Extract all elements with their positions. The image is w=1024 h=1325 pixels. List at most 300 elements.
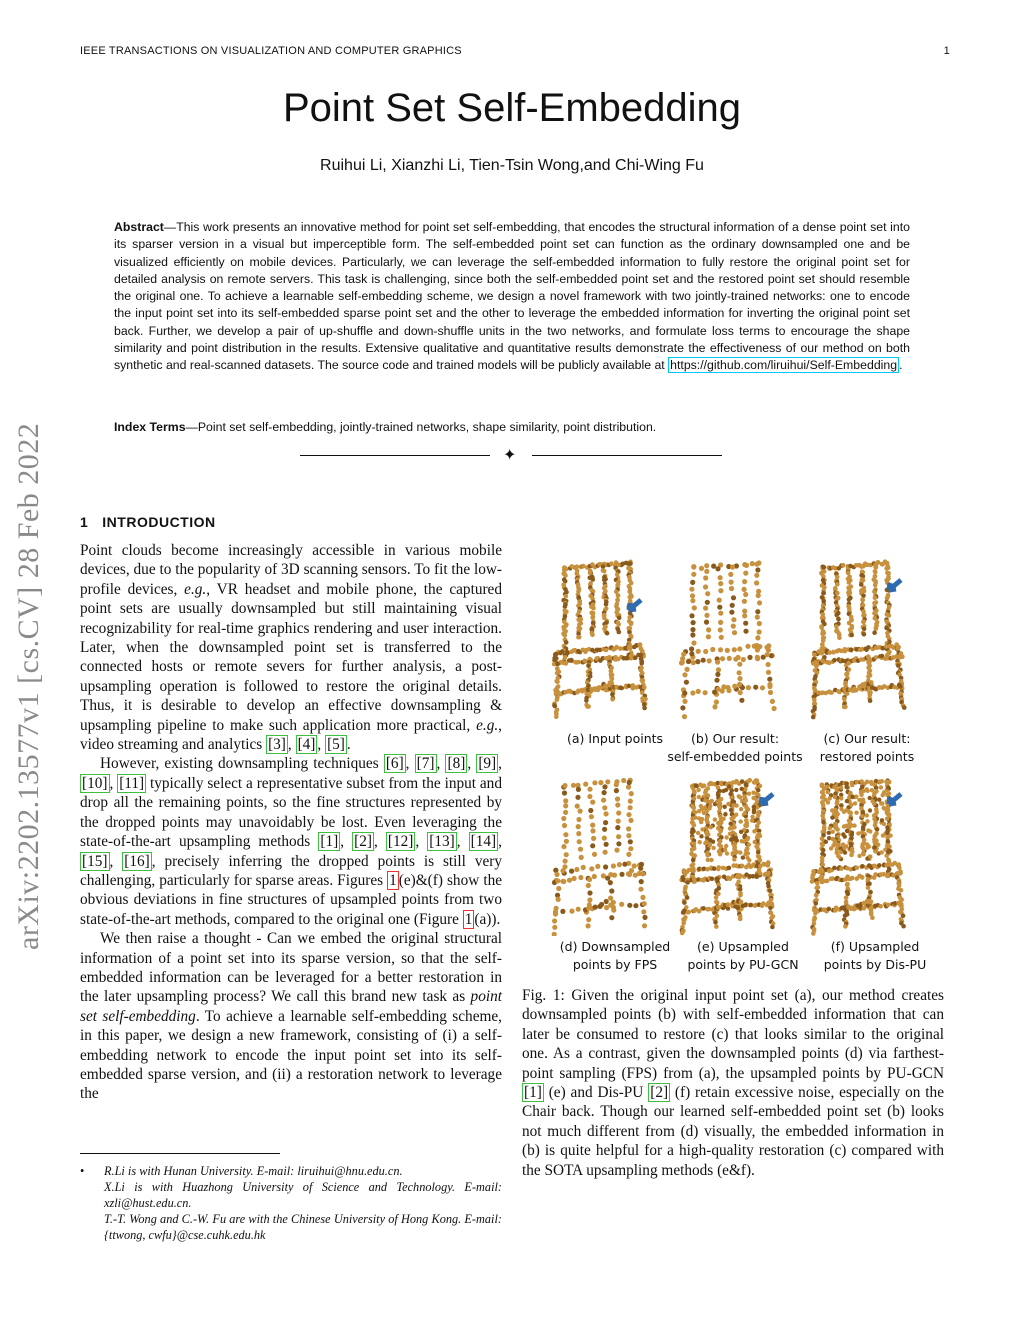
point: [590, 828, 595, 833]
point: [589, 866, 594, 871]
paragraph-1: [80, 541, 502, 754]
figure-reference-link[interactable]: 1: [464, 910, 473, 928]
noise-point: [740, 839, 744, 843]
noise-point: [845, 799, 849, 803]
point: [731, 624, 736, 629]
point: [720, 656, 725, 661]
point: [561, 844, 566, 849]
point: [715, 660, 720, 665]
text-run: (a)).: [474, 910, 501, 928]
noise-point: [737, 794, 741, 798]
footnote-text: [104, 1163, 502, 1243]
noise-point: [729, 822, 733, 826]
point: [586, 923, 591, 928]
point: [563, 832, 568, 837]
footnote-bullet: •: [80, 1164, 85, 1178]
point: [732, 684, 737, 689]
noise-point: [827, 836, 831, 840]
paper-title: Point Set Self-Embedding: [282, 86, 742, 130]
point: [629, 622, 634, 627]
noise-point: [881, 833, 885, 837]
noise-point: [830, 815, 834, 819]
caption-b: [665, 730, 805, 766]
point: [742, 599, 747, 604]
point: [821, 591, 826, 596]
point: [862, 627, 867, 632]
point: [725, 648, 730, 653]
point: [586, 917, 591, 922]
point: [628, 805, 633, 810]
noise-point: [744, 798, 748, 802]
point: [576, 824, 581, 829]
point: [642, 923, 647, 928]
citation-link[interactable]: [6]: [385, 755, 404, 773]
citation-link[interactable]: [15]: [82, 852, 108, 870]
point: [702, 783, 707, 788]
text-run: ,: [287, 736, 296, 754]
point: [614, 782, 619, 787]
noise-point: [700, 807, 704, 811]
point: [729, 580, 734, 585]
point: [873, 595, 878, 600]
point: [689, 613, 694, 618]
point: [690, 632, 695, 637]
point: [608, 880, 613, 885]
point: [821, 638, 826, 643]
point: [587, 787, 592, 792]
noise-point: [747, 792, 751, 796]
point: [847, 580, 852, 585]
noise-point: [693, 815, 697, 819]
point: [766, 884, 771, 889]
noise-point: [827, 831, 831, 835]
noise-point: [877, 798, 881, 802]
point: [715, 566, 720, 571]
point: [701, 658, 706, 663]
footnote-rule: [80, 1153, 280, 1154]
point: [578, 875, 583, 880]
point: [885, 656, 890, 661]
point: [706, 634, 711, 639]
noise-point: [721, 789, 725, 793]
noise-point: [727, 784, 731, 788]
chair-point-cloud: [552, 560, 648, 720]
point: [868, 890, 873, 895]
point: [577, 635, 582, 640]
point: [737, 682, 742, 687]
code-link[interactable]: https://github.com/liruihui/Self-Embedding: [670, 358, 898, 373]
noise-point: [728, 792, 732, 796]
point: [563, 859, 568, 864]
point: [742, 609, 747, 614]
point: [627, 780, 632, 785]
point: [822, 565, 827, 570]
author-list: Ruihui Li, Xianzhi Li, Tien-Tsin Wong,and Chi-Wing Fu: [320, 157, 704, 174]
point: [729, 610, 734, 615]
point: [689, 646, 694, 651]
point: [718, 647, 723, 652]
point: [602, 569, 607, 574]
text-run: ,: [436, 755, 446, 773]
point: [595, 864, 600, 869]
point: [586, 883, 591, 888]
point: [701, 906, 706, 911]
point: [770, 925, 775, 930]
arrow-icon: [889, 580, 901, 590]
point: [617, 616, 622, 621]
point: [715, 900, 720, 905]
point: [691, 640, 696, 645]
point: [730, 565, 735, 570]
point: [730, 603, 735, 608]
noise-point: [750, 818, 754, 822]
point: [691, 868, 696, 873]
point: [632, 863, 637, 868]
point: [592, 687, 597, 692]
point: [767, 682, 772, 687]
point: [555, 679, 560, 684]
noise-point: [743, 811, 747, 815]
point: [865, 780, 870, 785]
point: [835, 582, 840, 587]
noise-point: [856, 831, 860, 835]
section-title: INTRODUCTION: [102, 514, 216, 530]
citation-link[interactable]: [13]: [429, 833, 455, 851]
point: [814, 664, 819, 669]
text-italic: e.g.: [184, 580, 207, 598]
citation-link[interactable]: [1]: [524, 1084, 542, 1102]
noise-point: [879, 801, 883, 805]
point: [598, 780, 603, 785]
point: [757, 621, 762, 626]
point: [554, 691, 559, 696]
noise-point: [872, 845, 876, 849]
noise-point: [707, 806, 711, 810]
point: [576, 660, 581, 665]
point: [682, 672, 687, 677]
noise-point: [853, 801, 857, 805]
citation-link[interactable]: [5]: [327, 736, 345, 754]
point: [614, 788, 619, 793]
point: [836, 617, 841, 622]
point: [560, 879, 565, 884]
noise-point: [735, 838, 739, 842]
point: [685, 880, 690, 885]
point: [844, 896, 849, 901]
point: [628, 839, 633, 844]
point: [884, 566, 889, 571]
point: [577, 839, 582, 844]
point: [578, 847, 583, 852]
point: [874, 626, 879, 631]
point: [866, 645, 871, 650]
point: [741, 657, 746, 662]
point: [859, 564, 864, 569]
point: [590, 823, 595, 828]
footnote-line: R.Li is with Hunan University. E-mail: liruihui@hnu.edu.cn.: [104, 1164, 403, 1178]
noise-point: [841, 832, 845, 836]
point: [563, 810, 568, 815]
point: [814, 901, 819, 906]
point: [681, 921, 686, 926]
point: [755, 567, 760, 572]
citation-link[interactable]: [12]: [387, 833, 414, 851]
noise-point: [731, 803, 735, 807]
point: [581, 564, 586, 569]
point: [638, 887, 643, 892]
text-run: ,: [456, 833, 469, 851]
point: [602, 836, 607, 841]
point: [714, 699, 719, 704]
point: [742, 579, 747, 584]
caption-text: (e) and Dis-PU: [543, 1084, 649, 1102]
noise-point: [860, 844, 864, 848]
section-divider: [300, 445, 724, 464]
point: [682, 714, 687, 719]
citation-link[interactable]: [3]: [268, 736, 286, 754]
caption-line: points by FPS: [572, 957, 658, 972]
point: [572, 876, 577, 881]
point: [576, 907, 581, 912]
noise-point: [821, 820, 825, 824]
point: [562, 783, 567, 788]
point: [873, 616, 878, 621]
noise-point: [879, 785, 883, 789]
point: [765, 652, 770, 657]
point: [767, 677, 772, 682]
noise-point: [755, 824, 759, 828]
arrow-icon: [889, 794, 901, 804]
paragraph-3: [80, 929, 502, 1104]
noise-point: [703, 798, 707, 802]
point: [576, 831, 581, 836]
point: [742, 613, 747, 618]
noise-point: [880, 818, 884, 822]
point: [593, 905, 598, 910]
caption-line: points by Dis-PU: [823, 957, 927, 972]
point: [611, 905, 616, 910]
point: [578, 809, 583, 814]
point: [860, 598, 865, 603]
text-run: , precisely inferring the dropped points is still very challenging, particularly for sparse areas. Figures: [80, 852, 502, 889]
point: [742, 587, 747, 592]
index-terms-label: Index Terms: [114, 420, 186, 434]
point: [885, 561, 890, 566]
point: [682, 900, 687, 905]
point: [750, 561, 755, 566]
point: [718, 611, 723, 616]
divider-star-icon: ✦: [503, 445, 517, 464]
point: [875, 827, 880, 832]
point: [687, 910, 692, 915]
noise-point: [833, 795, 837, 799]
citation-link[interactable]: [7]: [416, 755, 435, 773]
point: [710, 647, 715, 652]
noise-point: [740, 787, 744, 791]
point: [712, 704, 717, 709]
citation-link[interactable]: [2]: [650, 1084, 669, 1102]
point: [579, 855, 584, 860]
point: [608, 896, 613, 901]
citation-link[interactable]: [2]: [354, 833, 372, 851]
point: [626, 785, 631, 790]
point: [587, 794, 592, 799]
footnote: [80, 1163, 502, 1243]
point: [588, 808, 593, 813]
point: [642, 685, 647, 690]
noise-point: [850, 795, 854, 799]
point: [696, 649, 701, 654]
noise-point: [885, 825, 889, 829]
citation-link[interactable]: [4]: [297, 736, 316, 754]
point: [731, 595, 736, 600]
citation-link[interactable]: [11]: [119, 774, 145, 792]
point: [602, 578, 607, 583]
noise-point: [711, 840, 715, 844]
noise-point: [734, 813, 738, 817]
point: [611, 863, 616, 868]
point: [639, 879, 644, 884]
point: [770, 699, 775, 704]
point: [609, 915, 614, 920]
divider-line-right: [532, 455, 722, 456]
point: [740, 864, 745, 869]
noise-point: [848, 791, 852, 795]
point: [754, 779, 759, 784]
citation-link[interactable]: [14]: [470, 833, 497, 851]
text-italic: e.g.: [476, 716, 499, 734]
point: [628, 561, 633, 566]
point: [729, 586, 734, 591]
point: [880, 779, 885, 784]
noise-point: [868, 854, 872, 858]
point: [617, 630, 622, 635]
point: [682, 868, 687, 873]
abstract-text: —This work presents an innovative method for point set self-embedding, that encodes the structural information of a dense point set into its sparser version in a visual but imperceptible form. The self-embedded point set can function as the ordinary downsampled one and be visualized efficiently on mobile devices. Particularly, we can leverage the self-embedded information to fully restore the original point set for detailed analysis on remote servers. This task is challenging, since both the self-embedded point set and the restored point set should resemble the original one. To achieve a learnable self-embedding scheme, we design a novel framework with two jointly-trained networks: one to encode the input point set into its self-embedded sparse point set and the other to leverage the embedded information for inverting the original point set back. Further, we develop a pair of up-shuffle and down-shuffle units in the two networks, and formulate loss terms to encourage the shape similarity and point distribution in the results. Extensive qualitative and quantitative results demonstrate the effectiveness of our method on both synthetic and real-scanned datasets. The source code and trained models will be publicly available at: [114, 220, 910, 373]
noise-point: [850, 847, 854, 851]
citation-link[interactable]: [10]: [82, 774, 108, 792]
point: [716, 667, 721, 672]
point: [841, 563, 846, 568]
point: [832, 658, 837, 663]
caption-line: restored points: [819, 749, 915, 764]
noise-point: [731, 799, 735, 803]
caption-line: (a) Input points: [566, 731, 664, 746]
noise-point: [823, 798, 827, 802]
point: [585, 704, 590, 709]
caption-line: (b) Our result:: [690, 731, 780, 746]
point: [640, 649, 645, 654]
point: [859, 793, 864, 798]
noise-point: [713, 817, 717, 821]
point: [602, 790, 607, 795]
noise-point: [861, 852, 865, 856]
point: [711, 564, 716, 569]
noise-point: [751, 796, 755, 800]
point: [615, 802, 620, 807]
point: [718, 620, 723, 625]
point: [639, 661, 644, 666]
point: [886, 903, 891, 908]
point: [754, 580, 759, 585]
citation-link[interactable]: [8]: [447, 755, 466, 773]
point: [587, 897, 592, 902]
citation-link[interactable]: [16]: [124, 852, 150, 870]
point: [560, 909, 565, 914]
point: [706, 627, 711, 632]
point: [617, 862, 622, 867]
noise-point: [882, 822, 886, 826]
citation-link[interactable]: [1]: [320, 833, 339, 851]
caption-line: self-embedded points: [667, 749, 803, 764]
point: [686, 659, 691, 664]
caption-text: Fig. 1: Given the original input point set (a), our method creates downsampled points (b) with self-embedded information that can later be consumed to restore (c) that looks similar to the original one. As a contrast, given the downsampled points (d) via farthest-point sampling (FPS) from (a), the upsampled points by PU-GCN: [522, 987, 944, 1082]
point: [866, 674, 871, 679]
noise-point: [746, 836, 750, 840]
point: [743, 621, 748, 626]
point: [736, 655, 741, 660]
point: [768, 690, 773, 695]
point: [873, 565, 878, 570]
point: [873, 872, 878, 877]
point: [592, 874, 597, 879]
text-run: .: [346, 736, 351, 754]
point: [714, 895, 719, 900]
point: [555, 697, 560, 702]
figure-reference-link[interactable]: 1: [389, 871, 397, 889]
point: [563, 573, 568, 578]
point: [717, 865, 722, 870]
noise-point: [881, 793, 885, 797]
point: [621, 778, 626, 783]
point: [555, 878, 560, 883]
point: [681, 652, 686, 657]
noise-point: [728, 832, 732, 836]
point: [754, 573, 759, 578]
point: [855, 865, 860, 870]
point: [575, 804, 580, 809]
point: [689, 651, 694, 656]
noise-point: [732, 857, 736, 861]
point: [604, 602, 609, 607]
figure-1: [545, 558, 955, 978]
noise-point: [867, 844, 871, 848]
point: [766, 871, 771, 876]
point: [588, 571, 593, 576]
text-run: Point clouds become increasingly accessible in various mobile devices, due to the popularity of 3D scanning sensors. To fit the low-profile devices,: [80, 542, 502, 598]
noise-point: [876, 843, 880, 847]
noise-point: [710, 799, 714, 803]
point: [814, 893, 819, 898]
point: [873, 583, 878, 588]
point: [849, 853, 854, 858]
noise-point: [857, 798, 861, 802]
noise-point: [739, 807, 743, 811]
chair-images-row-1: [545, 558, 955, 728]
point: [603, 850, 608, 855]
noise-point: [726, 802, 730, 806]
point: [716, 687, 721, 692]
point: [560, 649, 565, 654]
point: [642, 706, 647, 711]
noise-point: [833, 840, 837, 844]
citation-link[interactable]: [9]: [478, 755, 497, 773]
divider-line-left: [300, 455, 490, 456]
noise-point: [837, 855, 841, 859]
point: [745, 823, 750, 828]
point: [628, 799, 633, 804]
point: [755, 609, 760, 614]
